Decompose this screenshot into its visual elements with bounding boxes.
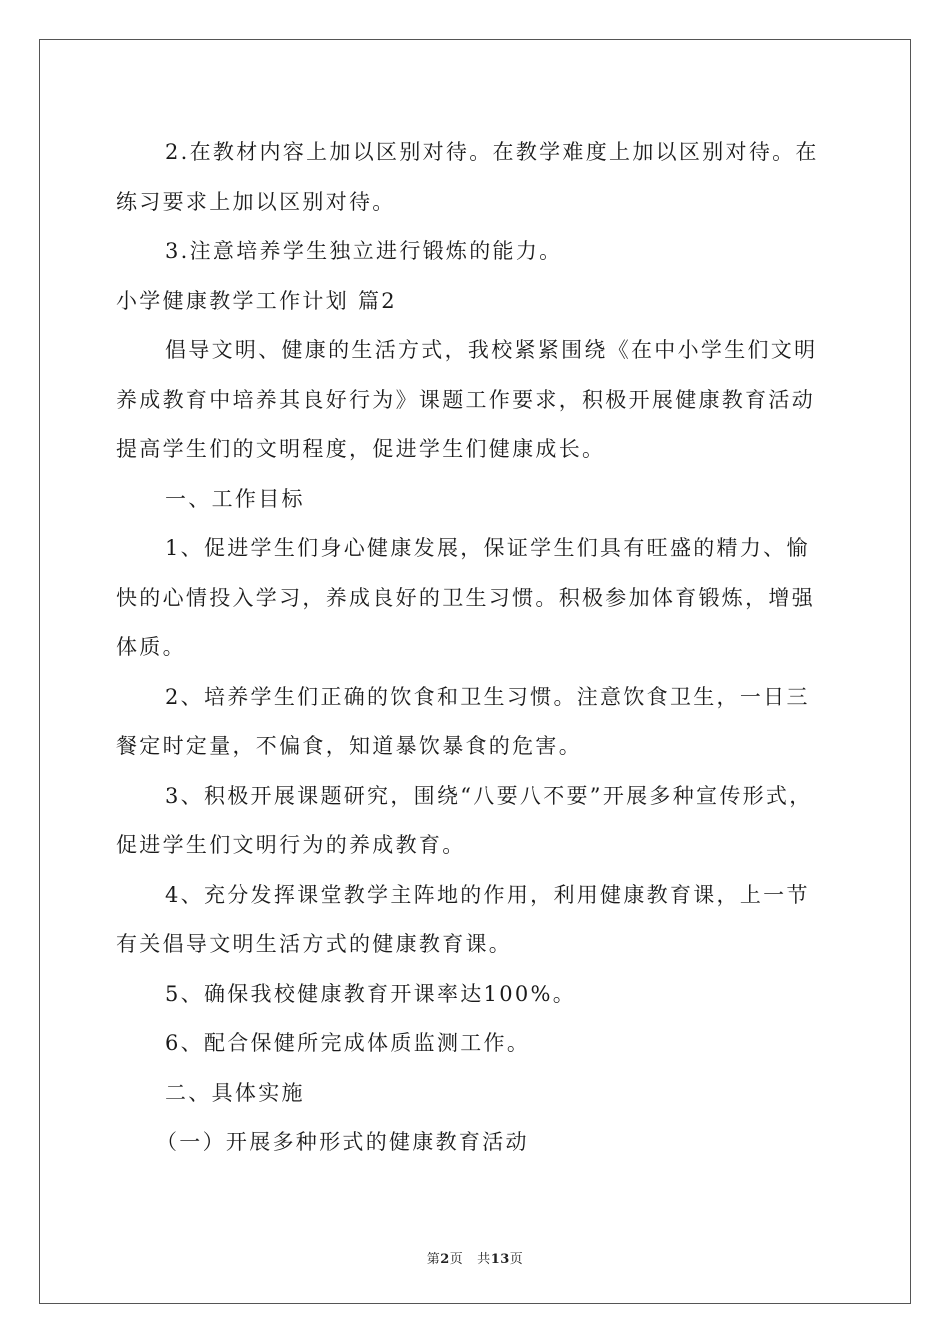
footer-page-prefix: 第 [426, 1252, 441, 1267]
text-line: 养成教育中培养其良好行为》课题工作要求，积极开展健康教育活动 [116, 387, 815, 412]
footer-page-suffix: 页 [449, 1252, 464, 1267]
text-line: 4、充分发挥课堂教学主阵地的作用，利用健康教育课，上一节 [165, 882, 810, 907]
footer-total-prefix: 共 [477, 1252, 491, 1267]
text-line: 有关倡导文明生活方式的健康教育课。 [116, 932, 513, 956]
text-line: 快的心情投入学习，养成良好的卫生习惯。积极参加体育锻炼，增强 [116, 585, 815, 610]
footer-page-number: 2 [440, 1252, 450, 1267]
text-line: 一、工作目标 [165, 486, 305, 511]
text-line: 倡导文明、健康的生活方式，我校紧紧围绕《在中小学生们文明 [165, 338, 818, 362]
text-line: 2、培养学生们正确的饮食和卫生习惯。注意饮食卫生，一日三 [165, 684, 810, 709]
footer-total-number: 13 [490, 1252, 510, 1267]
text-line: 6、配合保健所完成体质监测工作。 [165, 1031, 531, 1055]
text-line: 3、积极开展课题研究，围绕“八要八不要”开展多种宣传形式， [165, 783, 813, 808]
text-line: 小学健康教学工作计划 篇2 [116, 288, 397, 313]
text-line: （一）开展多种形式的健康教育活动 [156, 1130, 529, 1154]
text-line: 5、确保我校健康教育开课率达100%。 [165, 981, 577, 1006]
page-footer [0, 1248, 950, 1267]
footer-total-suffix: 页 [509, 1252, 524, 1267]
text-line: 促进学生们文明行为的养成教育。 [116, 833, 466, 857]
text-line: 提高学生们的文明程度，促进学生们健康成长。 [116, 437, 606, 461]
text-line: 体质。 [116, 635, 186, 659]
text-line: 餐定时定量，不偏食，知道暴饮暴食的危害。 [116, 734, 582, 758]
text-line: 2.在教材内容上加以区别对待。在教学难度上加以区别对待。在 [165, 140, 819, 164]
text-line: 3.注意培养学生独立进行锻炼的能力。 [165, 239, 563, 263]
text-line: 练习要求上加以区别对待。 [116, 189, 396, 214]
text-line: 二、具体实施 [165, 1080, 305, 1105]
document-body [116, 128, 836, 1168]
text-line: 1、促进学生们身心健康发展，保证学生们具有旺盛的精力、愉 [165, 536, 810, 560]
